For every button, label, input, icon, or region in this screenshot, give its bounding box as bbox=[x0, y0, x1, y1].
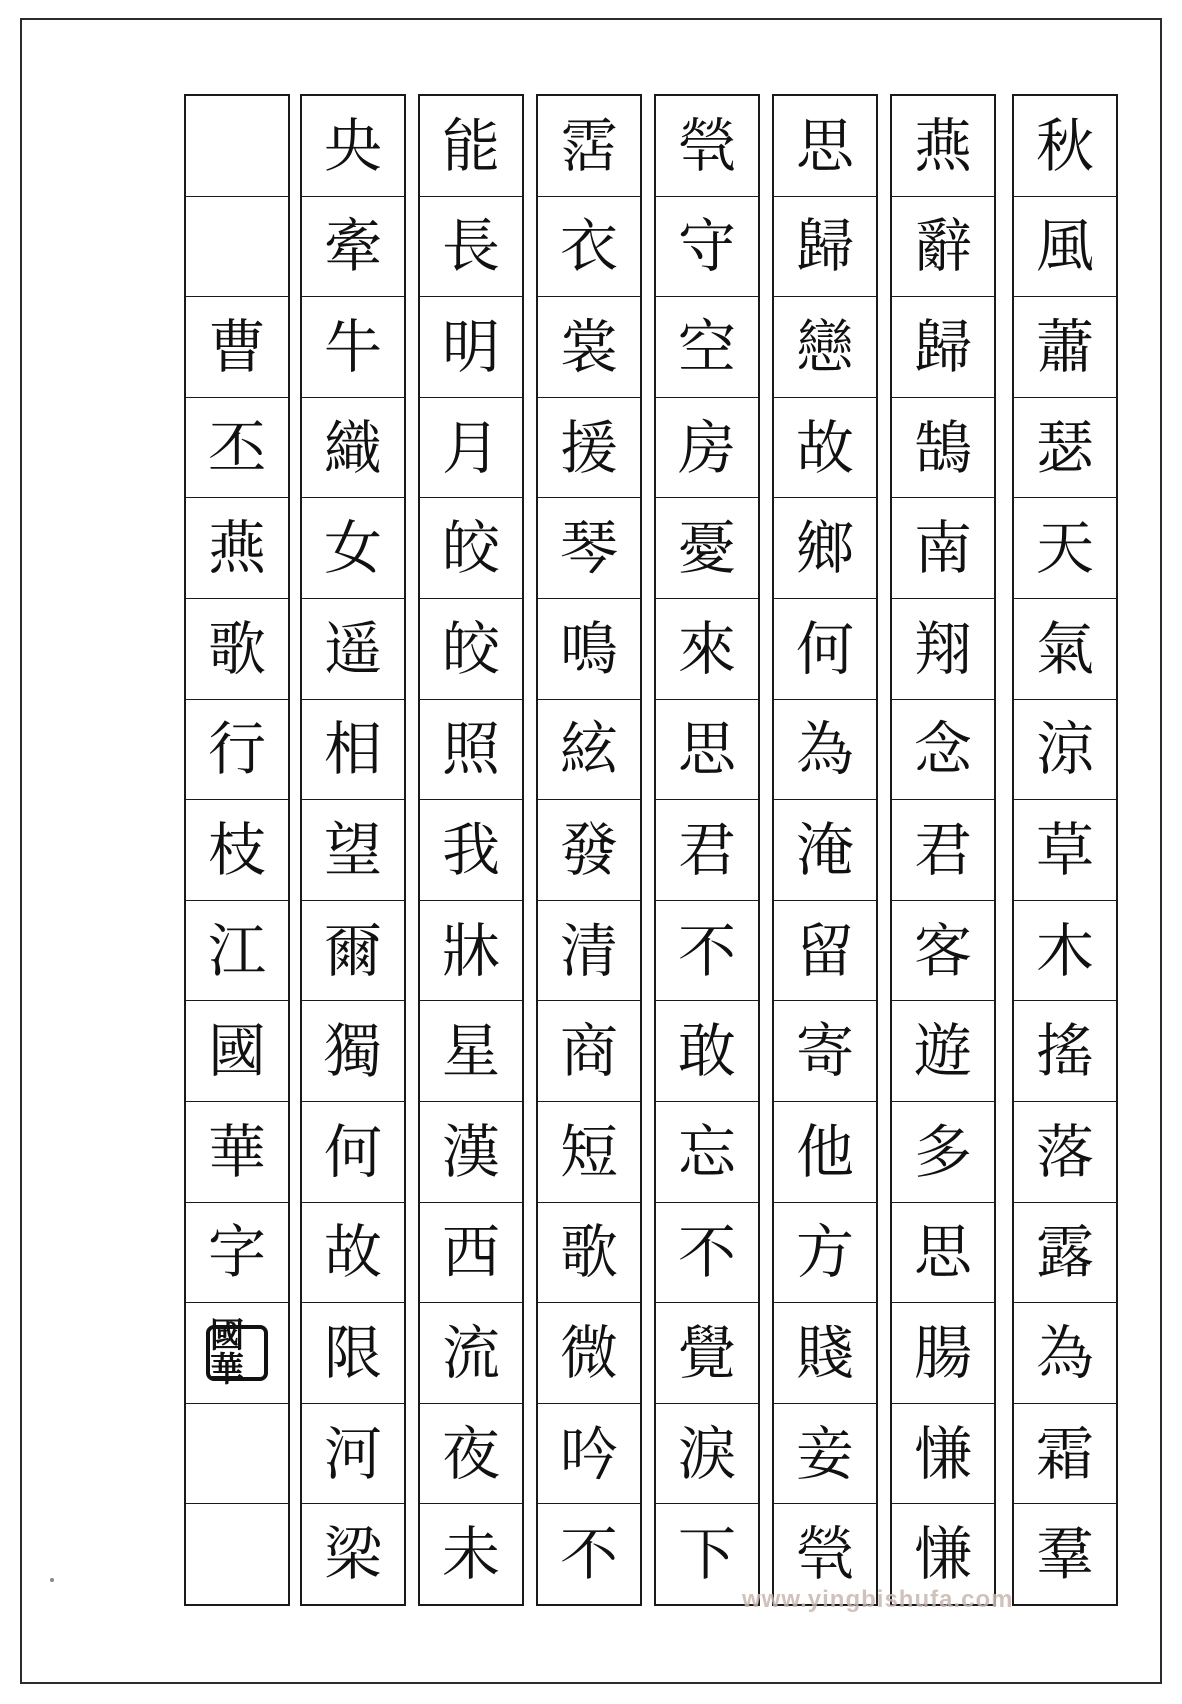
grid-cell: 多 bbox=[892, 1101, 994, 1202]
text-column-4 bbox=[654, 94, 760, 1606]
grid-cell: 氣 bbox=[1014, 598, 1116, 699]
grid-cell: 故 bbox=[302, 1202, 404, 1303]
grid-cell: 秋 bbox=[1035, 111, 1094, 180]
text-column-2 bbox=[890, 94, 996, 1606]
grid-cell: 木 bbox=[1014, 900, 1116, 1001]
grid-cell: 吟 bbox=[538, 1403, 640, 1504]
grid-cell: 衣 bbox=[538, 196, 640, 297]
text-column-3 bbox=[772, 94, 878, 1606]
grid-cell: 遊 bbox=[892, 1000, 994, 1101]
grid-cell: 漢 bbox=[420, 1101, 522, 1202]
grid-cell: 慊 bbox=[892, 1503, 994, 1604]
grid-cell: 淚 bbox=[656, 1403, 758, 1504]
grid-cell: 念 bbox=[892, 699, 994, 800]
grid-cell: 枝 bbox=[186, 799, 288, 900]
grid-cell: 不 bbox=[656, 900, 758, 1001]
grid-cell: 露 bbox=[1014, 1202, 1116, 1303]
ink-speck bbox=[50, 1578, 54, 1582]
grid-cell: 搖 bbox=[1014, 1000, 1116, 1101]
grid-cell: 南 bbox=[892, 497, 994, 598]
grid-cell: 忘 bbox=[656, 1101, 758, 1202]
grid-cell: 落 bbox=[1014, 1101, 1116, 1202]
grid-cell: 戀 bbox=[774, 296, 876, 397]
grid-cell: 敢 bbox=[656, 1000, 758, 1101]
grid-cell: 歌 bbox=[186, 598, 288, 699]
grid-cell: 字 bbox=[186, 1202, 288, 1303]
text-column-5 bbox=[536, 94, 642, 1606]
grid-cell: 琴 bbox=[538, 497, 640, 598]
grid-cell: 思 bbox=[892, 1202, 994, 1303]
grid-cell: 織 bbox=[302, 397, 404, 498]
grid-cell: 絃 bbox=[538, 699, 640, 800]
grid-cell: 女 bbox=[302, 497, 404, 598]
grid-cell: 未 bbox=[420, 1503, 522, 1604]
grid-cell: 方 bbox=[774, 1202, 876, 1303]
grid-cell: 淹 bbox=[774, 799, 876, 900]
grid-cell bbox=[186, 196, 288, 297]
grid-cell: 空 bbox=[656, 296, 758, 397]
grid-cell: 憂 bbox=[656, 497, 758, 598]
grid-cell: 煢 bbox=[774, 1503, 876, 1604]
seal-stamp: 國華 bbox=[206, 1325, 268, 1381]
grid-cell: 爾 bbox=[302, 900, 404, 1001]
grid-cell: 行 bbox=[186, 699, 288, 800]
grid-cell: 來 bbox=[656, 598, 758, 699]
grid-cell: 為 bbox=[774, 699, 876, 800]
grid-cell bbox=[186, 1403, 288, 1504]
grid-cell: 發 bbox=[538, 799, 640, 900]
grid-cell: 牀 bbox=[420, 900, 522, 1001]
grid-cell: 河 bbox=[302, 1403, 404, 1504]
grid-cell: 賤 bbox=[774, 1302, 876, 1403]
grid-cell: 鵠 bbox=[892, 397, 994, 498]
grid-cell: 辭 bbox=[892, 196, 994, 297]
grid-cell: 曹 bbox=[186, 296, 288, 397]
text-column-6 bbox=[418, 94, 524, 1606]
grid-cell: 客 bbox=[892, 900, 994, 1001]
grid-cell: 故 bbox=[774, 397, 876, 498]
grid-cell: 留 bbox=[774, 900, 876, 1001]
grid-cell: 央 bbox=[323, 111, 382, 180]
grid-cell: 腸 bbox=[892, 1302, 994, 1403]
grid-cell: 獨 bbox=[302, 1000, 404, 1101]
grid-cell: 限 bbox=[302, 1302, 404, 1403]
grid-cell: 霑 bbox=[559, 111, 618, 180]
grid-cell: 不 bbox=[656, 1202, 758, 1303]
grid-cell: 牛 bbox=[302, 296, 404, 397]
grid-cell: 何 bbox=[774, 598, 876, 699]
grid-cell: 君 bbox=[656, 799, 758, 900]
grid-cell: 他 bbox=[774, 1101, 876, 1202]
grid-cell: 相 bbox=[302, 699, 404, 800]
grid-cell: 江 bbox=[186, 900, 288, 1001]
grid-cell: 思 bbox=[795, 111, 854, 180]
grid-cell: 天 bbox=[1014, 497, 1116, 598]
grid-cell: 長 bbox=[420, 196, 522, 297]
grid-cell: 流 bbox=[420, 1302, 522, 1403]
grid-cell: 歸 bbox=[892, 296, 994, 397]
grid-cell: 涼 bbox=[1014, 699, 1116, 800]
grid-cell: 皎 bbox=[420, 598, 522, 699]
grid-cell bbox=[186, 1302, 288, 1403]
grid-cell: 翔 bbox=[892, 598, 994, 699]
grid-cell: 鄉 bbox=[774, 497, 876, 598]
grid-cell: 風 bbox=[1014, 196, 1116, 297]
grid-cell: 商 bbox=[538, 1000, 640, 1101]
grid-cell: 房 bbox=[656, 397, 758, 498]
grid-cell: 霜 bbox=[1014, 1403, 1116, 1504]
grid-cell: 歸 bbox=[774, 196, 876, 297]
grid-cell: 短 bbox=[538, 1101, 640, 1202]
text-column-7 bbox=[300, 94, 406, 1606]
grid-cell: 照 bbox=[420, 699, 522, 800]
grid-cell: 清 bbox=[538, 900, 640, 1001]
grid-cell: 援 bbox=[538, 397, 640, 498]
grid-cell: 望 bbox=[302, 799, 404, 900]
grid-cell: 牽 bbox=[302, 196, 404, 297]
grid-cell: 月 bbox=[420, 397, 522, 498]
grid-cell: 裳 bbox=[538, 296, 640, 397]
text-column-1 bbox=[1012, 94, 1118, 1606]
grid-cell: 寄 bbox=[774, 1000, 876, 1101]
grid-cell: 不 bbox=[538, 1503, 640, 1604]
grid-cell: 皎 bbox=[420, 497, 522, 598]
grid-cell: 明 bbox=[420, 296, 522, 397]
grid-cell: 下 bbox=[656, 1503, 758, 1604]
grid-cell: 微 bbox=[538, 1302, 640, 1403]
grid-cell: 華 bbox=[186, 1101, 288, 1202]
grid-cell: 思 bbox=[656, 699, 758, 800]
grid-cell: 為 bbox=[1014, 1302, 1116, 1403]
grid-cell: 梁 bbox=[302, 1503, 404, 1604]
grid-cell bbox=[186, 1503, 288, 1604]
grid-cell: 煢 bbox=[677, 111, 736, 180]
grid-cell: 守 bbox=[656, 196, 758, 297]
grid-cell: 何 bbox=[302, 1101, 404, 1202]
grid-cell: 丕 bbox=[186, 397, 288, 498]
grid-cell: 慊 bbox=[892, 1403, 994, 1504]
grid-cell: 羣 bbox=[1014, 1503, 1116, 1604]
grid-cell: 妾 bbox=[774, 1403, 876, 1504]
grid-cell: 鳴 bbox=[538, 598, 640, 699]
grid-cell: 草 bbox=[1014, 799, 1116, 900]
grid-cell: 夜 bbox=[420, 1403, 522, 1504]
text-column-8 bbox=[184, 94, 290, 1606]
grid-cell: 覺 bbox=[656, 1302, 758, 1403]
grid-cell: 瑟 bbox=[1014, 397, 1116, 498]
grid-cell: 國 bbox=[186, 1000, 288, 1101]
grid-cell: 遥 bbox=[302, 598, 404, 699]
grid-cell: 燕 bbox=[913, 111, 972, 180]
grid-cell: 西 bbox=[420, 1202, 522, 1303]
grid-cell: 歌 bbox=[538, 1202, 640, 1303]
grid-cell: 星 bbox=[420, 1000, 522, 1101]
grid-cell bbox=[186, 96, 288, 196]
watermark: www.yingbishufa.com bbox=[742, 1586, 1014, 1613]
grid-cell: 君 bbox=[892, 799, 994, 900]
grid-cell: 能 bbox=[441, 111, 500, 180]
grid-cell: 蕭 bbox=[1014, 296, 1116, 397]
grid-cell: 我 bbox=[420, 799, 522, 900]
grid-cell: 燕 bbox=[186, 497, 288, 598]
